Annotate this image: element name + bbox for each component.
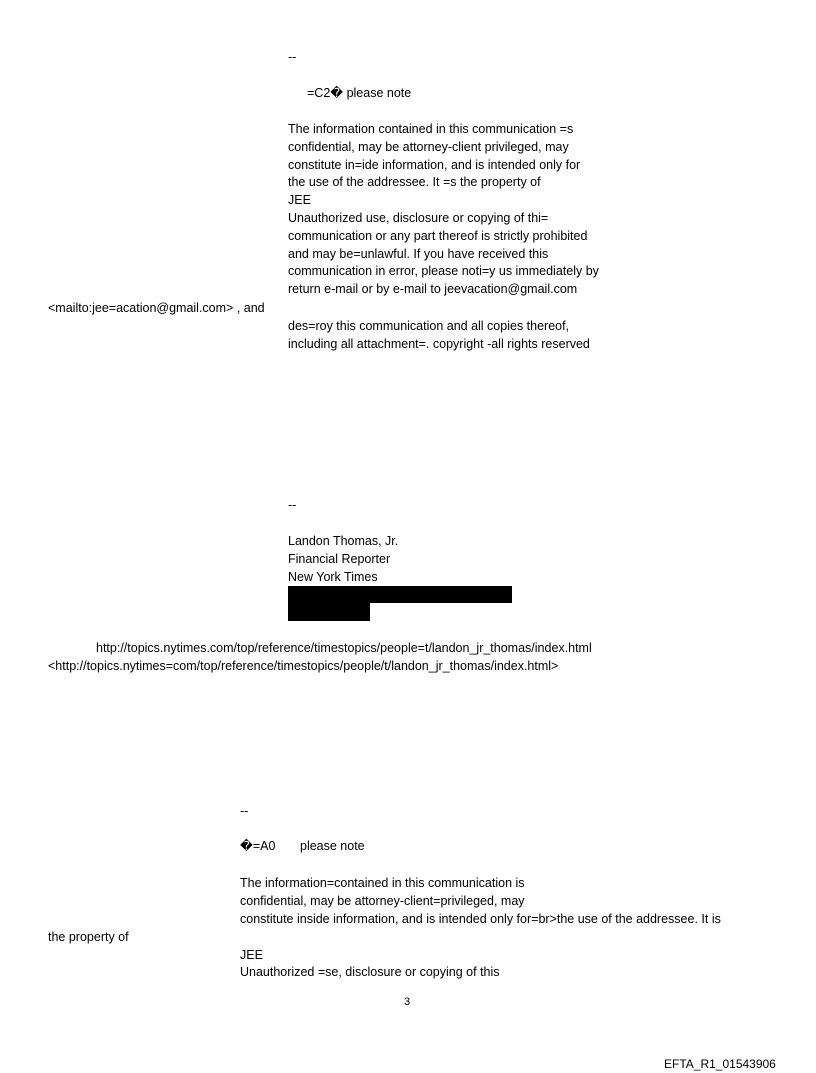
signature-name: Landon Thomas, Jr. [288,534,399,548]
para-line: des=roy this communication and all copies thereof, [288,319,570,333]
para-line: communication in error, please noti=y us immediately by [288,264,599,279]
mailto-link[interactable]: <mailto:jee=acation@gmail.com> , and [48,301,265,315]
signature-title: Financial Reporter [288,551,391,566]
confidentiality-line: constitute inside information, and is intended only for=br>the use of the addressee. It is [240,912,721,926]
para-line: including all attachment=. copyright -all rights reserved [288,336,590,351]
profile-link-alt[interactable]: <http://topics.nytimes=com/top/reference/timestopics/people/t/landon_jr_thomas/index.html> [48,659,559,673]
para-line: constitute in=ide information, and is intended only for [288,157,581,172]
para-line: confidential, may be attorney-client privileged, may [288,139,569,154]
confidentiality-line: The information=contained in this communication is [240,876,525,890]
para-line: communication or any part thereof is strictly prohibited [288,228,588,243]
please-note-2: please note [300,839,365,853]
please-note-1: =C2� please note [307,86,412,100]
para-line: the use of the addressee. It =s the property of [288,175,541,190]
confidentiality-paragraph-1b [288,318,590,354]
signature-block [288,533,398,586]
confidentiality-line: Unauthorized =se, disclosure or copying of this [240,965,500,979]
confidentiality-line: the property of [48,930,129,944]
document-id: EFTA_R1_01543906 [664,1057,776,1071]
confidentiality-line: JEE [240,948,263,962]
para-line: and may be=unlawful. If you have received this [288,246,549,261]
confidentiality-line: confidential, may be attorney-client=privileged, may [240,894,525,908]
separator-3: -- [240,804,249,818]
signature-org: New York Times [288,569,378,584]
para-line: The information contained in this communication =s [288,122,574,136]
para-line: JEE [288,193,311,208]
page-number: 3 [404,996,411,1008]
redaction-bar [288,586,512,603]
separator-1: -- [288,50,297,64]
para-line: Unauthorized use, disclosure or copying of thi= [288,210,549,225]
note-prefix: �=A0 [240,839,276,853]
confidentiality-paragraph-1 [288,121,599,299]
para-line: return e-mail or by e-mail to jeevacation@gmail.com [288,282,578,297]
separator-2: -- [288,498,297,512]
redaction-bar [288,603,370,621]
profile-link[interactable]: http://topics.nytimes.com/top/reference/timestopics/people=t/landon_jr_thomas/index.html [96,641,592,655]
